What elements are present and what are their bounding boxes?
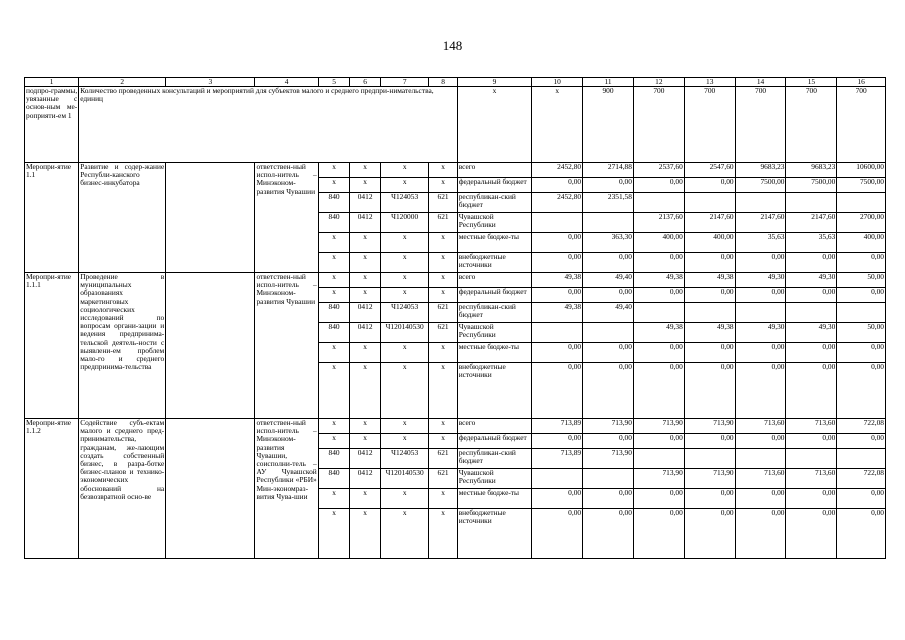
budget-code-cell: Ч124053 [380,193,429,213]
amount-cell: 9683,23 [786,163,837,178]
amount-cell: 0,00 [532,434,583,449]
amount-cell: 0,00 [735,288,786,303]
budget-code-cell: х [380,343,429,363]
amount-cell: 713,90 [684,469,735,489]
event-empty-cell [166,163,255,273]
budget-code-cell: х [318,489,350,509]
budget-code-cell: х [380,434,429,449]
amount-cell: 10600,00 [837,163,886,178]
budget-code-cell: 840 [318,303,350,323]
budget-code-cell: Ч120140530 [380,323,429,343]
budget-code-cell: х [318,273,350,288]
budget-code-cell: х [318,343,350,363]
column-number: 12 [633,78,684,87]
amount-cell: 0,00 [532,363,583,419]
indicator-description: Количество проведенных консультаций и мероприятий для субъектов малого и среднего предпри-нимательства, единиц [79,87,457,163]
budget-code-cell: 621 [429,323,457,343]
budget-code-cell: х [429,419,457,434]
amount-cell [684,193,735,213]
column-number: 1 [25,78,79,87]
amount-cell: 0,00 [684,363,735,419]
budget-code-cell: х [350,343,381,363]
budget-code-cell: х [380,178,429,193]
funding-source: Чувашской Республики [457,469,532,489]
amount-cell: 0,00 [633,288,684,303]
budget-code-cell: 840 [318,323,350,343]
budget-code-cell: х [318,419,350,434]
amount-cell: 0,00 [837,509,886,559]
amount-cell: 400,00 [633,233,684,253]
funding-source: Чувашской Республики [457,323,532,343]
funding-source: всего [457,163,532,178]
amount-cell [633,449,684,469]
budget-code-cell: х [380,419,429,434]
amount-cell: 0,00 [583,253,634,273]
amount-cell: 0,00 [735,343,786,363]
indicator-cell: 700 [684,87,735,163]
budget-code-cell: х [380,163,429,178]
amount-cell: 49,30 [786,273,837,288]
amount-cell: 713,89 [532,419,583,434]
amount-cell [837,193,886,213]
budget-code-cell: Ч120140530 [380,469,429,489]
event-description: Проведение в муниципальных образованиях маркетинговых социологических исследований по вопросам органи-зации и ведения предпринима-тельской деятель-ности с выявлени-ем проблем мало-го и среднего предпринима-тельства [79,273,166,419]
indicator-cell: х [532,87,583,163]
amount-cell [583,469,634,489]
budget-code-cell: 0412 [350,193,381,213]
amount-cell: 0,00 [532,253,583,273]
budget-code-cell: х [318,434,350,449]
budget-code-cell: х [429,489,457,509]
funding-source: Чувашской Республики [457,213,532,233]
amount-cell: 713,90 [633,469,684,489]
column-number: 6 [350,78,381,87]
amount-cell: 0,00 [583,363,634,419]
amount-cell: 7500,00 [837,178,886,193]
amount-cell: 49,38 [684,323,735,343]
amount-cell: 0,00 [786,434,837,449]
budget-code-cell: х [429,363,457,419]
amount-cell: 2147,60 [684,213,735,233]
amount-cell: 713,90 [684,419,735,434]
amount-cell: 0,00 [684,434,735,449]
amount-cell [735,303,786,323]
budget-code-cell: х [350,509,381,559]
budget-table [24,77,886,559]
amount-cell: 0,00 [532,178,583,193]
page-number: 148 [442,38,463,53]
budget-code-cell: х [350,253,381,273]
amount-cell: 0,00 [786,489,837,509]
amount-cell [837,449,886,469]
budget-code-cell: х [380,509,429,559]
event-empty-cell [166,273,255,419]
amount-cell: 0,00 [633,434,684,449]
budget-code-cell: х [318,509,350,559]
amount-cell: 0,00 [684,253,735,273]
amount-cell: 49,30 [735,323,786,343]
budget-code-cell: х [318,253,350,273]
funding-source: всего [457,419,532,434]
budget-code-cell: х [429,178,457,193]
event-responsible: ответствен-ный испол-нитель – Минэконом-развития Чувашии [255,163,318,273]
funding-source: республикан-ский бюджет [457,303,532,323]
budget-code-cell: х [318,233,350,253]
column-number: 5 [318,78,350,87]
amount-cell [786,193,837,213]
budget-code-cell: 621 [429,213,457,233]
column-number: 7 [380,78,429,87]
budget-code-cell: х [429,273,457,288]
budget-code-cell: х [318,363,350,419]
funding-source: местные бюдже-ты [457,233,532,253]
column-number: 10 [532,78,583,87]
amount-cell: 2147,60 [786,213,837,233]
budget-code-cell: 0412 [350,213,381,233]
amount-cell: 0,00 [837,363,886,419]
amount-cell [786,449,837,469]
amount-cell: 0,00 [532,233,583,253]
event-responsible: ответствен-ный испол-нитель – Минэконом-развития Чувашии, соисполни-тель – АУ Чувашской Республики «РБИ» Мин-экономраз-вития Чува-шии [255,419,318,559]
amount-cell: 0,00 [786,288,837,303]
indicator-cell: 900 [583,87,634,163]
event-responsible: ответствен-ный испол-нитель – Минэконом-развития Чувашии [255,273,318,419]
amount-cell: 49,30 [786,323,837,343]
event-row [25,419,886,434]
amount-cell: 400,00 [684,233,735,253]
amount-cell: 0,00 [633,363,684,419]
indicator-row [25,87,886,163]
amount-cell: 0,00 [684,509,735,559]
amount-cell: 713,60 [786,469,837,489]
indicator-cell: 700 [837,87,886,163]
amount-cell: 713,89 [532,449,583,469]
event-row [25,163,886,178]
budget-code-cell: х [429,163,457,178]
amount-cell: 2147,60 [735,213,786,233]
amount-cell [735,193,786,213]
amount-cell: 2714,88 [583,163,634,178]
amount-cell: 0,00 [583,288,634,303]
budget-code-cell: х [318,178,350,193]
budget-code-cell: х [350,178,381,193]
amount-cell: 0,00 [583,343,634,363]
amount-cell: 722,08 [837,469,886,489]
funding-source: внебюджетные источники [457,509,532,559]
amount-cell [735,449,786,469]
budget-code-cell: х [380,233,429,253]
amount-cell [532,213,583,233]
amount-cell: 0,00 [633,509,684,559]
event-description: Содействие субъ-ектам малого и среднего пред-принимательства, гражданам, же-лающим создать собственный бизнес, в разра-ботке бизнес-планов и технико-экономических обоснований на безвозвратной осно-ве [79,419,166,559]
budget-code-cell: х [350,233,381,253]
column-number: 15 [786,78,837,87]
amount-cell: 0,00 [735,489,786,509]
amount-cell: 722,08 [837,419,886,434]
budget-code-cell: х [380,363,429,419]
amount-cell [837,303,886,323]
amount-cell: 0,00 [735,253,786,273]
amount-cell: 49,38 [633,323,684,343]
indicator-cell: х [457,87,532,163]
amount-cell: 713,90 [583,419,634,434]
column-number: 11 [583,78,634,87]
amount-cell: 713,90 [583,449,634,469]
amount-cell: 713,90 [633,419,684,434]
amount-cell [684,449,735,469]
budget-code-cell: 0412 [350,469,381,489]
budget-code-cell: Ч124053 [380,449,429,469]
budget-code-cell: х [380,273,429,288]
amount-cell: 713,60 [786,419,837,434]
amount-cell: 0,00 [583,509,634,559]
amount-cell: 0,00 [532,489,583,509]
budget-code-cell: х [429,343,457,363]
column-number: 9 [457,78,532,87]
column-number: 13 [684,78,735,87]
budget-code-cell: х [429,509,457,559]
amount-cell [583,323,634,343]
amount-cell: 0,00 [633,489,684,509]
amount-cell: 0,00 [532,509,583,559]
amount-cell: 49,38 [532,273,583,288]
column-number: 16 [837,78,886,87]
amount-cell: 0,00 [583,178,634,193]
amount-cell: 0,00 [837,489,886,509]
budget-code-cell: 840 [318,193,350,213]
amount-cell [684,303,735,323]
funding-source: республикан-ский бюджет [457,193,532,213]
amount-cell: 9683,23 [735,163,786,178]
amount-cell: 0,00 [786,509,837,559]
amount-cell: 49,40 [583,303,634,323]
event-name: Меропри-ятие 1.1.2 [25,419,79,559]
amount-cell: 49,38 [633,273,684,288]
amount-cell: 49,40 [583,273,634,288]
amount-cell: 49,38 [684,273,735,288]
amount-cell: 2547,60 [684,163,735,178]
event-row [25,273,886,288]
indicator-cell: 700 [735,87,786,163]
amount-cell: 0,00 [837,434,886,449]
funding-source: местные бюдже-ты [457,343,532,363]
funding-source: внебюджетные источники [457,363,532,419]
amount-cell: 0,00 [837,343,886,363]
amount-cell: 0,00 [532,288,583,303]
budget-code-cell: 621 [429,303,457,323]
budget-code-cell: 0412 [350,303,381,323]
event-name: Меропри-ятие 1.1 [25,163,79,273]
amount-cell: 49,38 [532,303,583,323]
budget-code-cell: 840 [318,469,350,489]
amount-cell: 2452,80 [532,193,583,213]
amount-cell: 0,00 [735,363,786,419]
amount-cell: 0,00 [633,253,684,273]
budget-code-cell: х [350,273,381,288]
amount-cell [532,323,583,343]
amount-cell: 0,00 [786,363,837,419]
column-number: 2 [79,78,166,87]
amount-cell: 49,30 [735,273,786,288]
amount-cell: 0,00 [786,343,837,363]
budget-code-cell: х [350,363,381,419]
budget-code-cell: х [350,288,381,303]
funding-source: внебюджетные источники [457,253,532,273]
indicator-name: подпро-граммы, увязанные с основ-ным ме-роприяти-ем 1 [25,87,79,163]
amount-cell: 0,00 [837,253,886,273]
amount-cell: 2700,00 [837,213,886,233]
amount-cell: 0,00 [735,434,786,449]
amount-cell: 363,30 [583,233,634,253]
budget-code-cell: Ч124053 [380,303,429,323]
amount-cell: 400,00 [837,233,886,253]
amount-cell: 0,00 [837,288,886,303]
column-number: 3 [166,78,255,87]
budget-code-cell: х [429,233,457,253]
budget-code-cell: х [380,288,429,303]
budget-code-cell: Ч120000 [380,213,429,233]
indicator-cell: 700 [633,87,684,163]
amount-cell: 0,00 [583,489,634,509]
amount-cell: 713,60 [735,469,786,489]
funding-source: всего [457,273,532,288]
budget-code-cell: 840 [318,213,350,233]
amount-cell: 7500,00 [735,178,786,193]
amount-cell: 2351,58 [583,193,634,213]
amount-cell [786,303,837,323]
amount-cell: 0,00 [684,489,735,509]
budget-code-cell: 0412 [350,323,381,343]
budget-code-cell: х [350,419,381,434]
column-number: 8 [429,78,457,87]
budget-code-cell: 621 [429,449,457,469]
amount-cell: 0,00 [684,343,735,363]
event-empty-cell [166,419,255,559]
budget-code-cell: 621 [429,193,457,213]
indicator-cell: 700 [786,87,837,163]
amount-cell [633,193,684,213]
funding-source: федеральный бюджет [457,434,532,449]
amount-cell: 50,00 [837,273,886,288]
budget-code-cell: х [429,288,457,303]
amount-cell [532,469,583,489]
column-number: 4 [255,78,318,87]
amount-cell [583,213,634,233]
column-number: 14 [735,78,786,87]
amount-cell: 713,60 [735,419,786,434]
budget-code-cell: х [318,163,350,178]
amount-cell: 0,00 [786,253,837,273]
amount-cell: 0,00 [633,343,684,363]
funding-source: федеральный бюджет [457,288,532,303]
amount-cell: 0,00 [684,178,735,193]
budget-code-cell: 621 [429,469,457,489]
budget-code-cell: х [429,253,457,273]
amount-cell: 35,63 [735,233,786,253]
amount-cell: 7500,00 [786,178,837,193]
budget-code-cell: х [380,489,429,509]
budget-code-cell: х [350,163,381,178]
amount-cell: 2137,60 [633,213,684,233]
column-number-row [25,78,886,87]
amount-cell: 0,00 [532,343,583,363]
budget-code-cell: 0412 [350,449,381,469]
budget-code-cell: х [318,288,350,303]
event-name: Меропри-ятие 1.1.1 [25,273,79,419]
funding-source: местные бюдже-ты [457,489,532,509]
amount-cell [633,303,684,323]
amount-cell: 35,63 [786,233,837,253]
budget-code-cell: х [380,253,429,273]
budget-code-cell: х [350,489,381,509]
event-description: Развитие и содер-жание Республи-канского бизнес-инкубатора [79,163,166,273]
amount-cell: 50,00 [837,323,886,343]
funding-source: федеральный бюджет [457,178,532,193]
budget-code-cell: х [429,434,457,449]
budget-code-cell: х [350,434,381,449]
amount-cell: 2537,60 [633,163,684,178]
amount-cell: 0,00 [735,509,786,559]
budget-code-cell: 840 [318,449,350,469]
funding-source: республикан-ский бюджет [457,449,532,469]
amount-cell: 0,00 [684,288,735,303]
amount-cell: 0,00 [633,178,684,193]
amount-cell: 2452,80 [532,163,583,178]
amount-cell: 0,00 [583,434,634,449]
